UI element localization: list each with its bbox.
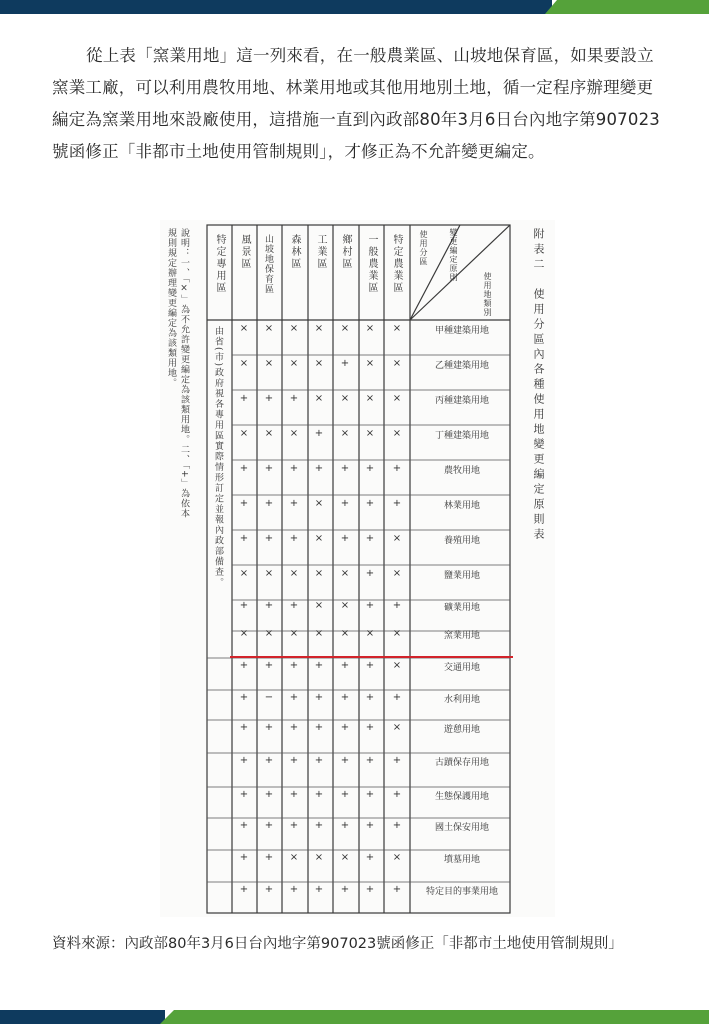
table-cell: +: [365, 722, 375, 733]
table-cell: +: [392, 498, 402, 509]
table-cell: +: [314, 820, 324, 831]
table-cell: +: [392, 820, 402, 831]
table-cell: ×: [392, 393, 402, 404]
table-cell: ×: [264, 568, 274, 579]
zone-header: 工業區: [315, 234, 326, 270]
table-cell: +: [239, 498, 249, 509]
table-cell: +: [365, 755, 375, 766]
table-cell: ×: [340, 428, 350, 439]
table-cell: +: [365, 852, 375, 863]
zone-header: 特定專用區: [214, 234, 225, 294]
table-cell: +: [314, 789, 324, 800]
table-cell: ×: [392, 533, 402, 544]
zone-header: 鄉村區: [340, 234, 351, 270]
table-cell: +: [392, 755, 402, 766]
table-cell: +: [264, 755, 274, 766]
table-cell: ×: [365, 323, 375, 334]
table-cell: +: [392, 600, 402, 611]
table-cell: ×: [314, 568, 324, 579]
table-cell: ×: [289, 568, 299, 579]
table-cell: +: [264, 852, 274, 863]
table-cell: +: [239, 789, 249, 800]
corner-label-top: 變更編定原則: [449, 228, 458, 282]
table-cell: +: [289, 755, 299, 766]
table-cell: +: [289, 498, 299, 509]
table-cell: +: [239, 393, 249, 404]
table-cell: +: [314, 428, 324, 439]
table-row-label: 甲種建築用地: [434, 326, 489, 336]
table-row-label: 丙種建築用地: [434, 396, 489, 406]
table-cell: ×: [239, 358, 249, 369]
table-row-label: 國土保安用地: [434, 823, 489, 833]
table-cell: +: [239, 692, 249, 703]
table-cell: +: [365, 533, 375, 544]
table-row-label: 遊憩用地: [443, 725, 480, 735]
table-cell: ×: [365, 428, 375, 439]
bottom-decor-bar: [0, 1010, 709, 1024]
table-cell: +: [340, 533, 350, 544]
table-cell: +: [289, 533, 299, 544]
source-note: 資料來源：內政部80年3月6日台內地字第907023號函修正「非都市土地使用管制規則」: [52, 936, 623, 952]
table-cell: +: [314, 660, 324, 671]
table-cell: +: [340, 820, 350, 831]
table-cell: +: [365, 498, 375, 509]
zone-header: 森林區: [289, 234, 300, 270]
table-cell: +: [340, 755, 350, 766]
table-cell: ×: [365, 393, 375, 404]
table-cell: ×: [239, 323, 249, 334]
table-cell: ×: [264, 628, 274, 639]
table-cell: ×: [365, 358, 375, 369]
table-cell: ×: [314, 533, 324, 544]
table-cell: +: [314, 463, 324, 474]
table-cell: +: [340, 722, 350, 733]
table-cell: +: [239, 884, 249, 895]
table-cell: ×: [314, 358, 324, 369]
table-row-label: 農牧用地: [443, 466, 480, 476]
table-cell: +: [239, 852, 249, 863]
table-cell: +: [239, 755, 249, 766]
table-cell: +: [340, 463, 350, 474]
corner-label-left: 使用分區: [419, 230, 428, 266]
table-cell: ×: [289, 852, 299, 863]
table-cell: ×: [289, 628, 299, 639]
table-row-label: 特定目的事業用地: [425, 887, 498, 897]
corner-label-right: 使用地類別: [483, 272, 492, 317]
body-paragraph: 從上表「窯業用地」這一列來看，在一般農業區、山坡地保育區，如果要設立窯業工廠，可以利用農牧用地、林業用地或其他用地別土地，循一定程序辦理變更編定為窯業用地來設廠使用，這措施一直到內政部80年3月6日台內地字第907023號函修正「非都市土地使用管制規則」，才修正為不允許變更編定。: [52, 46, 660, 161]
table-cell: +: [340, 498, 350, 509]
table-cell: +: [365, 463, 375, 474]
table-cell: +: [365, 660, 375, 671]
table-cell: +: [340, 692, 350, 703]
table-row-label: 水利用地: [443, 695, 480, 705]
table-cell: ×: [392, 428, 402, 439]
table-cell: +: [365, 692, 375, 703]
table-row-label: 窯業用地: [443, 631, 480, 641]
table-cell: ×: [392, 852, 402, 863]
table-cell: ×: [314, 393, 324, 404]
table-cell: ×: [340, 600, 350, 611]
zone-header: 特定農業區: [391, 234, 402, 294]
table-cell: +: [340, 789, 350, 800]
table-row-label: 墳墓用地: [443, 855, 480, 865]
table-cell: +: [340, 358, 350, 369]
table-cell: +: [365, 600, 375, 611]
table-cell: ×: [314, 600, 324, 611]
table-cell: +: [264, 789, 274, 800]
special-zone-note: 由省(市)政府視各專用區實際情形訂定並報內政部備查。: [213, 326, 223, 589]
table-cell: +: [264, 600, 274, 611]
table-row-label: 鹽業用地: [443, 571, 480, 581]
table-cell: +: [264, 533, 274, 544]
table-cell: ×: [314, 628, 324, 639]
table-cell: +: [264, 393, 274, 404]
table-cell: +: [365, 568, 375, 579]
table-cell: +: [289, 884, 299, 895]
table-cell: +: [239, 600, 249, 611]
table-row-label: 養殖用地: [443, 536, 480, 546]
table-cell: ×: [264, 323, 274, 334]
table-cell: +: [392, 789, 402, 800]
table-cell: ×: [239, 568, 249, 579]
table-cell: +: [340, 660, 350, 671]
table-cell: ×: [239, 428, 249, 439]
table-cell: +: [289, 393, 299, 404]
table-cell: +: [289, 660, 299, 671]
table-cell: +: [314, 884, 324, 895]
table-cell: ×: [365, 628, 375, 639]
table-cell: +: [365, 789, 375, 800]
highlight-line: [230, 656, 513, 658]
table-cell: +: [239, 660, 249, 671]
zone-header: 一般農業區: [366, 234, 377, 294]
table-cell: ×: [340, 568, 350, 579]
zone-header: 山坡地保育區: [263, 234, 273, 294]
table-cell: +: [392, 463, 402, 474]
table-cell: +: [264, 820, 274, 831]
table-cell: ×: [289, 358, 299, 369]
table-cell: ×: [264, 428, 274, 439]
table-cell: +: [314, 755, 324, 766]
table-cell: +: [340, 884, 350, 895]
table-cell: +: [392, 884, 402, 895]
table-cell: −: [264, 692, 274, 703]
table-cell: ×: [314, 498, 324, 509]
table-cell: ×: [314, 323, 324, 334]
table-cell: +: [392, 692, 402, 703]
zone-header: 風景區: [239, 234, 250, 270]
table-cell: ×: [392, 628, 402, 639]
table-cell: +: [264, 498, 274, 509]
table-cell: +: [365, 884, 375, 895]
top-decor-bar: [0, 0, 709, 14]
table-cell: +: [289, 463, 299, 474]
table-cell: ×: [392, 323, 402, 334]
table-cell: ×: [314, 852, 324, 863]
table-cell: +: [365, 820, 375, 831]
table-cell: +: [264, 722, 274, 733]
table-cell: +: [239, 463, 249, 474]
table-cell: ×: [264, 358, 274, 369]
table-cell: +: [314, 722, 324, 733]
table-row-label: 古蹟保存用地: [434, 758, 489, 768]
table-row-label: 丁種建築用地: [434, 431, 489, 441]
table-cell: ×: [392, 358, 402, 369]
table-cell: +: [289, 692, 299, 703]
table-cell: +: [289, 722, 299, 733]
table-cell: ×: [392, 568, 402, 579]
table-row-label: 生態保護用地: [434, 792, 489, 802]
table-cell: +: [314, 692, 324, 703]
table-cell: ×: [340, 323, 350, 334]
table-cell: ×: [340, 628, 350, 639]
table-cell: +: [264, 884, 274, 895]
table-title: 附表二 使用分區內各種使用地變更編定原則表: [532, 228, 545, 543]
table-row-label: 乙種建築用地: [434, 361, 489, 371]
table-cell: ×: [392, 722, 402, 733]
table-cell: ×: [289, 323, 299, 334]
table-cell: +: [289, 820, 299, 831]
table-cell: +: [289, 789, 299, 800]
table-cell: ×: [340, 852, 350, 863]
table-cell: +: [239, 820, 249, 831]
table-row-label: 礦業用地: [443, 603, 480, 613]
table-cell: +: [264, 463, 274, 474]
table-cell: +: [264, 660, 274, 671]
table-cell: ×: [392, 660, 402, 671]
table-row-label: 林業用地: [443, 501, 480, 511]
table-row-label: 交通用地: [443, 663, 480, 673]
table-cell: +: [239, 722, 249, 733]
table-cell: ×: [340, 393, 350, 404]
table-notes: 說明：一、「×」為不允許變更編定為該類用地。二、「+」為依本規則規定辦理變更編定為該類用地。: [166, 228, 189, 519]
table-cell: +: [239, 533, 249, 544]
table-cell: +: [289, 600, 299, 611]
table-cell: ×: [239, 628, 249, 639]
table-cell: ×: [289, 428, 299, 439]
